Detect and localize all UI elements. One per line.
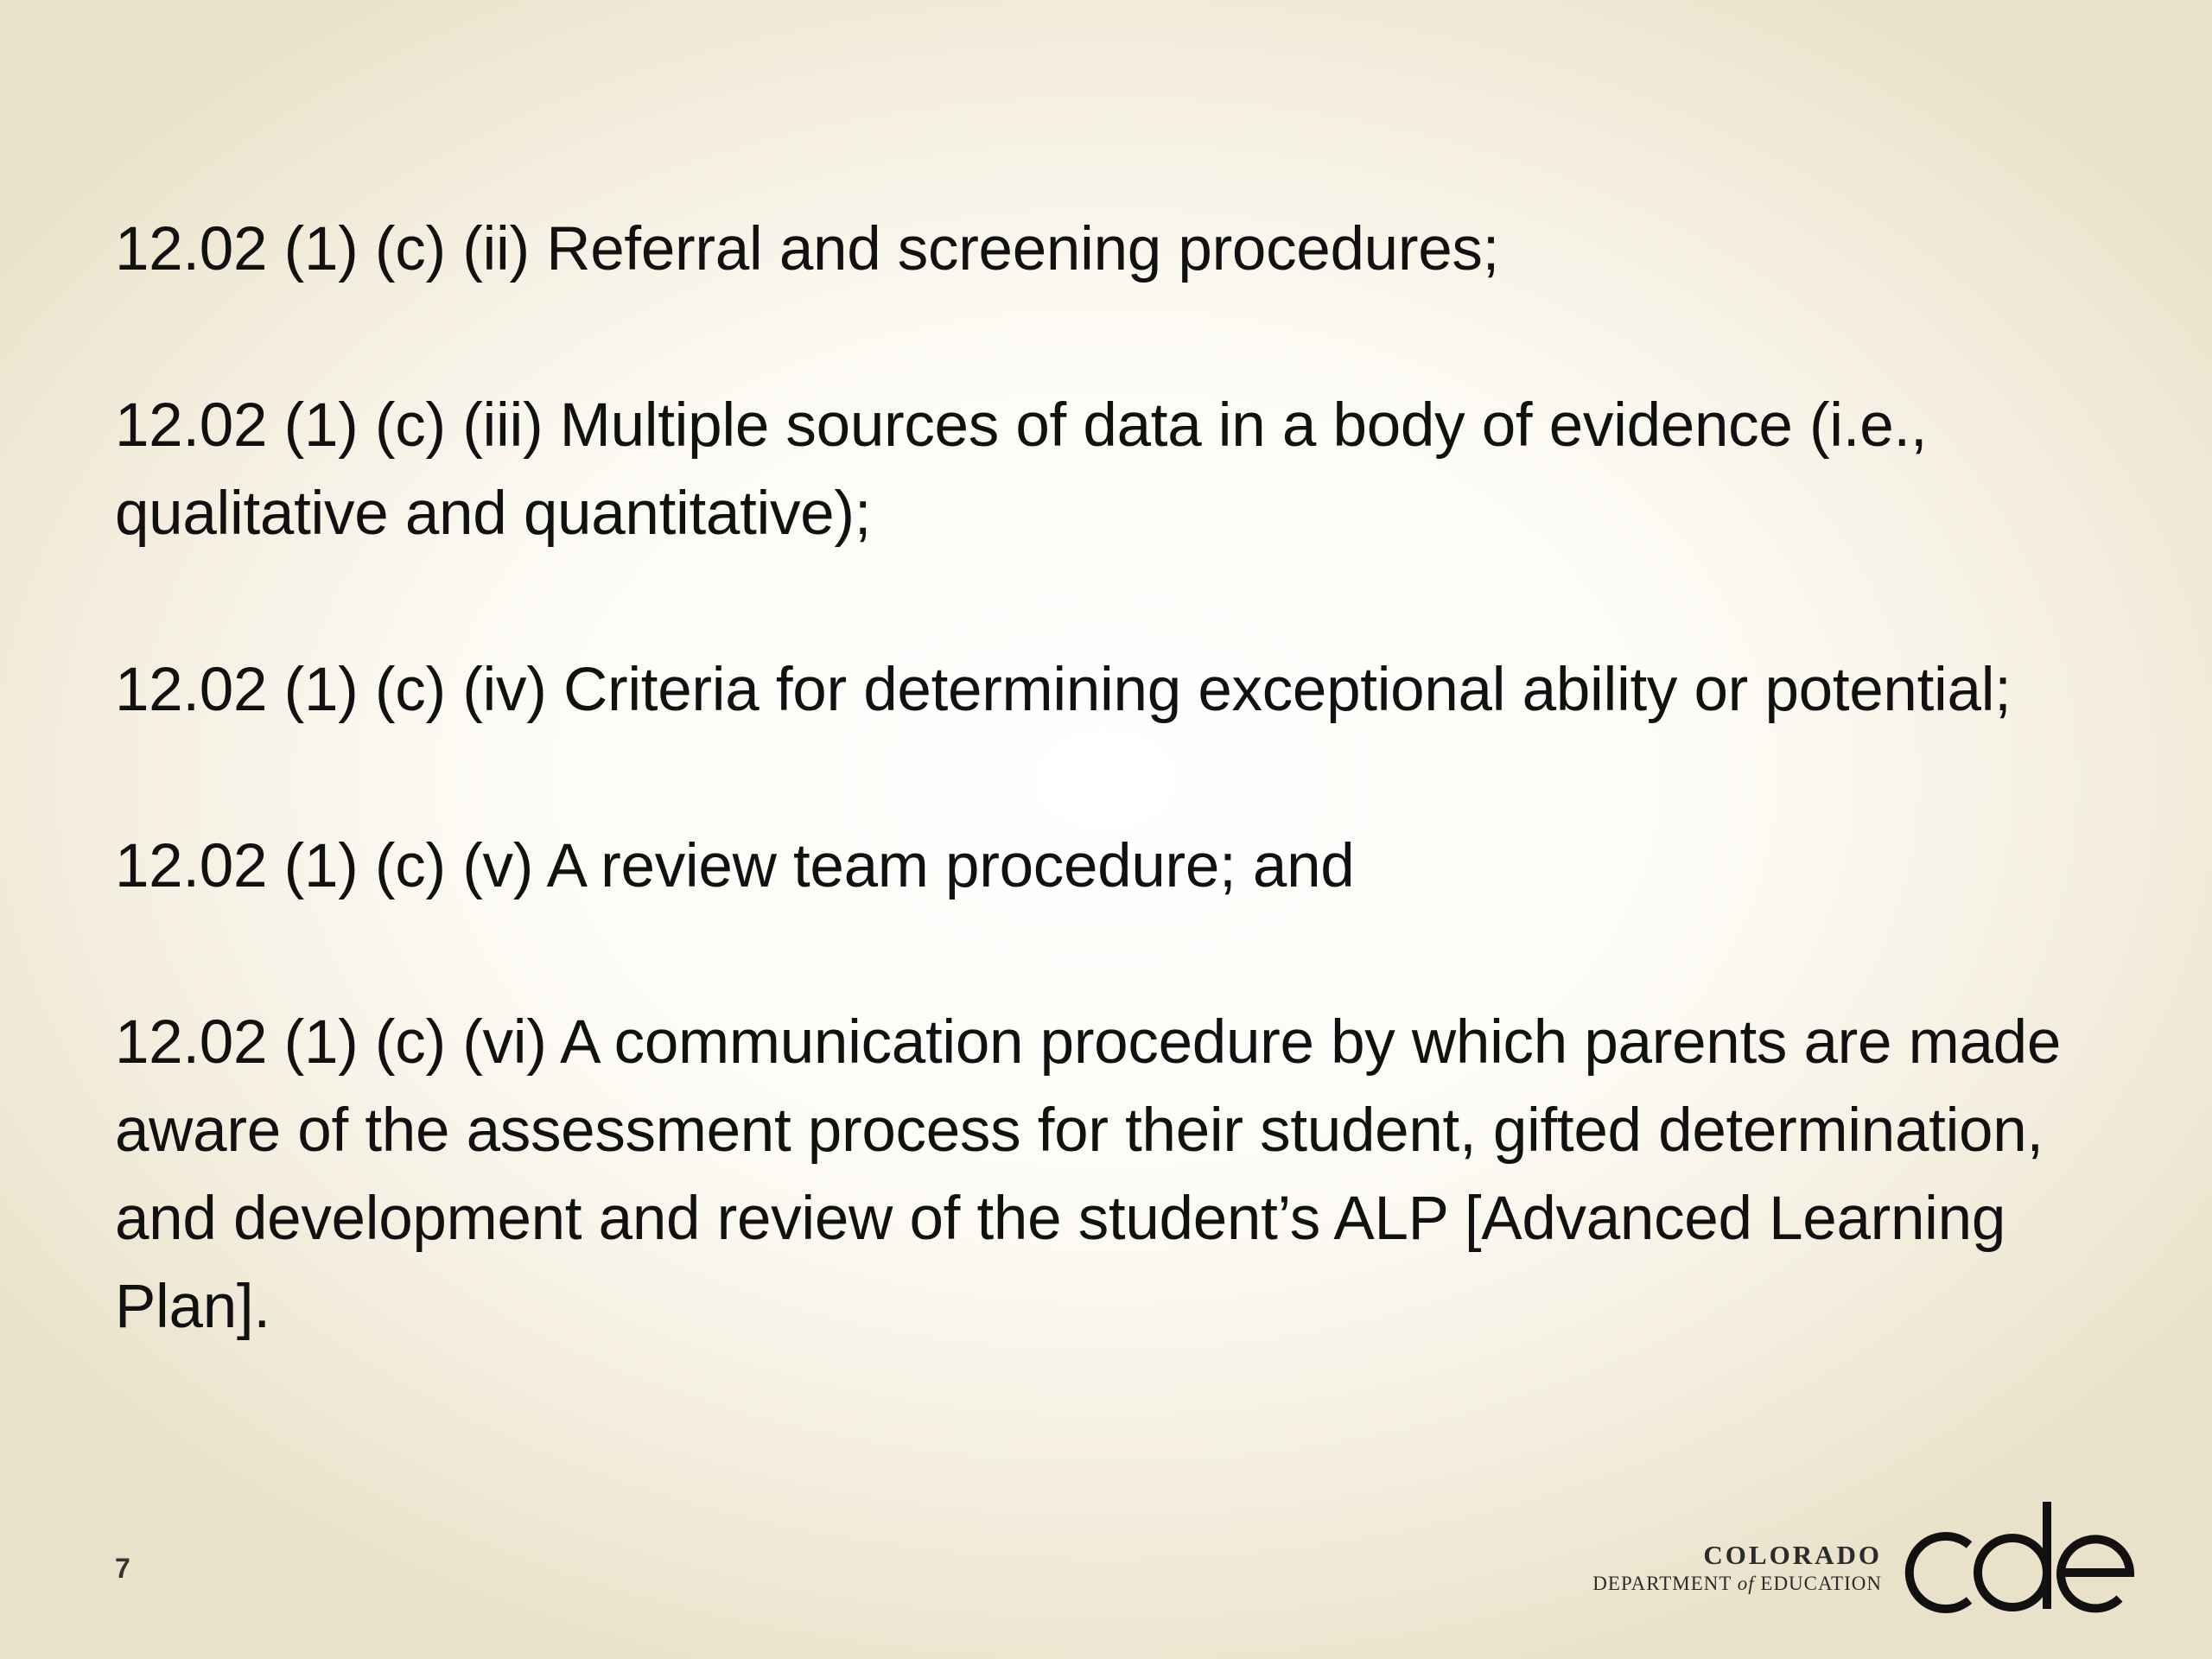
logo-dept-after: EDUCATION [1760,1573,1882,1594]
logo-wordmark [1592,1540,1882,1597]
regulation-item-vi: 12.02 (1) (c) (vi) A communication procedure by which parents are made aware of the assessment process for their student, gifted determination, and development and review of the student’s ALP [Advanced Learning Plan]. [115,1008,2062,1341]
logo-dept-of: of [1737,1573,1755,1594]
logo-state-name: COLORADO [1703,1540,1882,1570]
regulation-item-ii: 12.02 (1) (c) (ii) Referral and screening procedures; [115,215,1500,283]
cde-logo [1495,1495,2134,1624]
page-number: 7 [115,1553,130,1584]
regulation-item-iii: 12.02 (1) (c) (iii) Multiple sources of data in a body of evidence (i.e., qualitative and quantitative); [115,391,1928,548]
slide-body [115,206,2128,1351]
regulation-item-v: 12.02 (1) (c) (v) A review team procedure; and [115,832,1355,900]
logo-dept-before: DEPARTMENT [1592,1573,1732,1594]
cde-logo-mark-icon [1888,1495,2134,1624]
logo-department-line [1592,1571,1882,1597]
regulation-item-iv: 12.02 (1) (c) (iv) Criteria for determining exceptional ability or potential; [115,656,2012,724]
